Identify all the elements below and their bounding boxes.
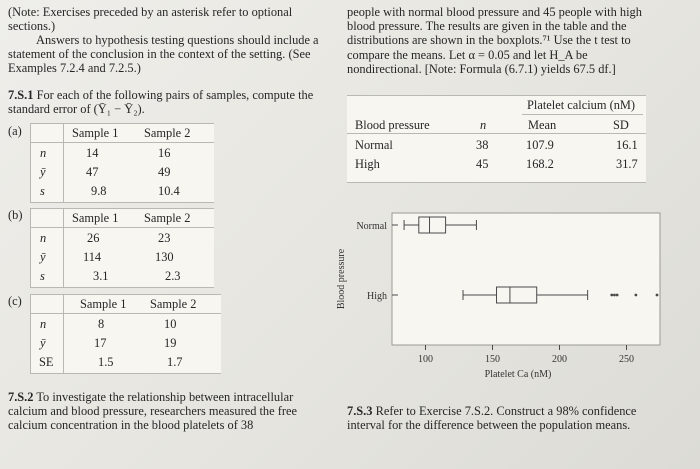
part-label-b: (b) [8,208,23,222]
row-label: n [40,231,47,245]
x-tick-label: 150 [485,354,500,365]
exercise-text: To investigate the relationship between intracellular calcium and blood pressure, researchers measured the free calcium concentration in the blood platelets of 38 [8,390,297,433]
note-paragraph: (Note: Exercises preceded by an asterisk refer to optional sections.) [8,5,293,34]
x-axis-label: Platelet Ca (nM) [484,369,552,380]
row-label: ȳ [40,250,46,264]
col-header: Sample 2 [144,126,191,140]
table-cell: 114 [83,250,102,264]
exercise-number: 7.S.2 [8,390,34,404]
table-cell: 19 [164,336,177,350]
col-header: Sample 1 [72,211,119,225]
part-label-c: (c) [8,294,22,308]
exercise-7s2-continued: people with normal blood pressure and 45 people with high blood pressure. The results are given in the table and the distributions are shown in the boxplots.⁷¹ Use the t test to compare the means. Let α = 0.05 and let H_A be nondirectional. [Note: Formula (6.7.1) yields 67.5 df.] [347,5,642,76]
row-label: n [40,146,47,160]
col-header: Blood pressure [355,118,430,132]
exercise-7s2 [8,390,330,433]
x-tick-label: 100 [418,354,433,365]
table-cell: 16.1 [616,138,638,152]
table-cell: 168.2 [526,157,554,171]
exercise-text: Refer to Exercise 7.S.2. Construct a 98% confidence interval for the difference between the population means. [347,404,637,433]
table-cell: 14 [86,146,99,160]
platelet-calcium-table [347,95,646,183]
table-cell: 38 [476,138,489,152]
table-cell: 49 [158,165,171,179]
sample-table-a [30,123,214,203]
table-cell: 2.3 [165,269,181,283]
row-label: SE [39,355,54,369]
outlier-point [656,294,659,297]
table-cell: 1.5 [98,355,114,369]
table-cell: 130 [155,250,174,264]
table-cell: 26 [87,231,100,245]
answers-paragraph: Answers to hypothesis testing questions should include a statement of the conclusion in the context of the setting. (See Examples 7.2.4 and 7.2.5.) [8,33,319,76]
table-vrule [63,209,64,287]
exercise-7s1 [8,88,330,116]
table-cell: 9.8 [91,184,107,198]
outlier-point [610,294,613,297]
boxplot-chart [330,205,675,395]
part-label-a: (a) [8,124,22,138]
col-header: Sample 1 [80,297,127,311]
group-label: Normal [356,221,387,232]
table-cell: 47 [86,165,99,179]
table-cell: 10 [164,317,177,331]
outlier-point [613,294,616,297]
row-label: ȳ [40,165,46,179]
super-header-rule [522,114,643,115]
col-header: SD [613,118,629,132]
table-vrule [63,295,64,373]
table-cell: 45 [476,157,489,171]
sample-table-c [30,294,221,374]
table-cell: 8 [98,317,105,331]
sample-table-b [30,208,214,288]
col-header: Mean [528,118,557,132]
exercise-7s3 [347,404,657,432]
row-label: s [40,269,45,283]
exercise-text: For each of the following pairs of samples, compute the standard error of (Ȳ₁ − Ȳ₂). [8,88,314,117]
x-tick-label: 250 [619,354,634,365]
table-cell: High [355,157,380,171]
table-cell: 107.9 [526,138,554,152]
table-cell: 17 [94,336,107,350]
col-header: Sample 2 [144,211,191,225]
table-cell: 10.4 [158,184,180,198]
outlier-point [616,294,619,297]
row-label: s [40,184,45,198]
table-vrule [63,124,64,202]
x-tick-label: 200 [552,354,567,365]
col-header: Sample 1 [72,126,119,140]
table-cell: 3.1 [93,269,109,283]
group-label: High [367,291,387,302]
outlier-point [634,294,637,297]
table-cell: Normal [355,138,393,152]
table-cell: 23 [158,231,171,245]
row-label: ȳ [40,336,46,350]
header-rule [347,133,646,134]
exercise-number: 7.S.3 [347,404,373,418]
row-label: n [40,317,47,331]
table-cell: 16 [158,146,171,160]
y-axis-label: Blood pressure [336,248,347,310]
table-cell: 31.7 [616,157,638,171]
col-header: Sample 2 [150,297,197,311]
col-header: n [480,118,487,132]
exercise-number: 7.S.1 [8,88,34,102]
super-header: Platelet calcium (nM) [527,98,636,112]
table-cell: 1.7 [167,355,183,369]
